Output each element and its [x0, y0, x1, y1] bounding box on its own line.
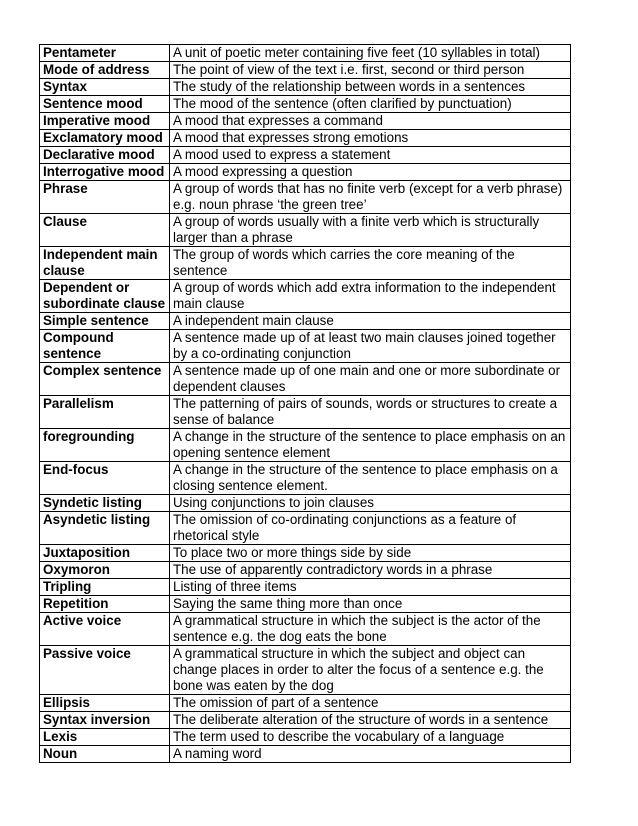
glossary-term: Clause	[40, 214, 170, 247]
glossary-term: Ellipsis	[40, 695, 170, 712]
table-row	[40, 646, 571, 695]
table-row	[40, 396, 571, 429]
glossary-definition: A sentence made up of one main and one or more subordinate or dependent clauses	[170, 363, 571, 396]
glossary-definition: A group of words that has no finite verb (except for a verb phrase) e.g. noun phrase ‘the green tree’	[170, 181, 571, 214]
glossary-term: Passive voice	[40, 646, 170, 695]
glossary-definition: The group of words which carries the core meaning of the sentence	[170, 247, 571, 280]
glossary-term: Imperative mood	[40, 113, 170, 130]
glossary-definition: A mood used to express a statement	[170, 147, 571, 164]
table-row	[40, 214, 571, 247]
glossary-definition: A grammatical structure in which the subject and object can change places in order to alter the focus of a sentence e.g. the bone was eaten by the dog	[170, 646, 571, 695]
glossary-term: Noun	[40, 746, 170, 763]
glossary-term: Oxymoron	[40, 562, 170, 579]
table-row	[40, 746, 571, 763]
table-row	[40, 181, 571, 214]
glossary-definition: A independent main clause	[170, 313, 571, 330]
glossary-term: Syndetic listing	[40, 495, 170, 512]
table-row	[40, 113, 571, 130]
table-row	[40, 313, 571, 330]
glossary-definition: A group of words which add extra information to the independent main clause	[170, 280, 571, 313]
glossary-term: Repetition	[40, 596, 170, 613]
glossary-term: Parallelism	[40, 396, 170, 429]
glossary-term: Active voice	[40, 613, 170, 646]
glossary-definition: A change in the structure of the sentence to place emphasis on a closing sentence element.	[170, 462, 571, 495]
glossary-definition: The study of the relationship between words in a sentences	[170, 79, 571, 96]
glossary-term: Declarative mood	[40, 147, 170, 164]
glossary-definition: The deliberate alteration of the structure of words in a sentence	[170, 712, 571, 729]
table-row	[40, 562, 571, 579]
glossary-term: foregrounding	[40, 429, 170, 462]
glossary-definition: A unit of poetic meter containing five feet (10 syllables in total)	[170, 45, 571, 62]
glossary-definition: To place two or more things side by side	[170, 545, 571, 562]
glossary-term: Simple sentence	[40, 313, 170, 330]
table-row	[40, 79, 571, 96]
glossary-term: Complex sentence	[40, 363, 170, 396]
table-row	[40, 96, 571, 113]
glossary-definition: The point of view of the text i.e. first, second or third person	[170, 62, 571, 79]
glossary-definition: Listing of three items	[170, 579, 571, 596]
glossary-term: End-focus	[40, 462, 170, 495]
glossary-definition: A sentence made up of at least two main clauses joined together by a co-ordinating conjunction	[170, 330, 571, 363]
glossary-definition: A mood that expresses strong emotions	[170, 130, 571, 147]
table-row	[40, 495, 571, 512]
table-row	[40, 330, 571, 363]
glossary-definition: The term used to describe the vocabulary of a language	[170, 729, 571, 746]
table-row	[40, 429, 571, 462]
glossary-definition: The patterning of pairs of sounds, words or structures to create a sense of balance	[170, 396, 571, 429]
glossary-definition: The mood of the sentence (often clarified by punctuation)	[170, 96, 571, 113]
glossary-term: Syntax	[40, 79, 170, 96]
glossary-definition: A mood expressing a question	[170, 164, 571, 181]
table-row	[40, 130, 571, 147]
glossary-definition: A grammatical structure in which the subject is the actor of the sentence e.g. the dog eats the bone	[170, 613, 571, 646]
glossary-definition: A mood that expresses a command	[170, 113, 571, 130]
table-row	[40, 512, 571, 545]
table-row	[40, 729, 571, 746]
glossary-term: Compound sentence	[40, 330, 170, 363]
glossary-definition: A group of words usually with a finite verb which is structurally larger than a phrase	[170, 214, 571, 247]
glossary-definition: A naming word	[170, 746, 571, 763]
glossary-term: Lexis	[40, 729, 170, 746]
glossary-term: Phrase	[40, 181, 170, 214]
table-row	[40, 164, 571, 181]
glossary-term: Independent main clause	[40, 247, 170, 280]
glossary-definition: The use of apparently contradictory words in a phrase	[170, 562, 571, 579]
table-row	[40, 579, 571, 596]
table-row	[40, 363, 571, 396]
glossary-definition: Saying the same thing more than once	[170, 596, 571, 613]
table-row	[40, 247, 571, 280]
glossary-definition: A change in the structure of the sentence to place emphasis on an opening sentence element	[170, 429, 571, 462]
glossary-term: Syntax inversion	[40, 712, 170, 729]
glossary-term: Mode of address	[40, 62, 170, 79]
table-row	[40, 45, 571, 62]
glossary-term: Exclamatory mood	[40, 130, 170, 147]
glossary-definition: The omission of part of a sentence	[170, 695, 571, 712]
glossary-definition: Using conjunctions to join clauses	[170, 495, 571, 512]
table-row	[40, 462, 571, 495]
glossary-table-body	[40, 45, 571, 763]
table-row	[40, 147, 571, 164]
glossary-term: Sentence mood	[40, 96, 170, 113]
glossary-term: Asyndetic listing	[40, 512, 170, 545]
glossary-term: Tripling	[40, 579, 170, 596]
glossary-definition: The omission of co-ordinating conjunctions as a feature of rhetorical style	[170, 512, 571, 545]
glossary-term: Juxtaposition	[40, 545, 170, 562]
glossary-term: Pentameter	[40, 45, 170, 62]
table-row	[40, 596, 571, 613]
table-row	[40, 62, 571, 79]
table-row	[40, 613, 571, 646]
glossary-term: Interrogative mood	[40, 164, 170, 181]
glossary-table	[39, 44, 571, 763]
table-row	[40, 712, 571, 729]
table-row	[40, 545, 571, 562]
table-row	[40, 280, 571, 313]
glossary-term: Dependent or subordinate clause	[40, 280, 170, 313]
table-row	[40, 695, 571, 712]
